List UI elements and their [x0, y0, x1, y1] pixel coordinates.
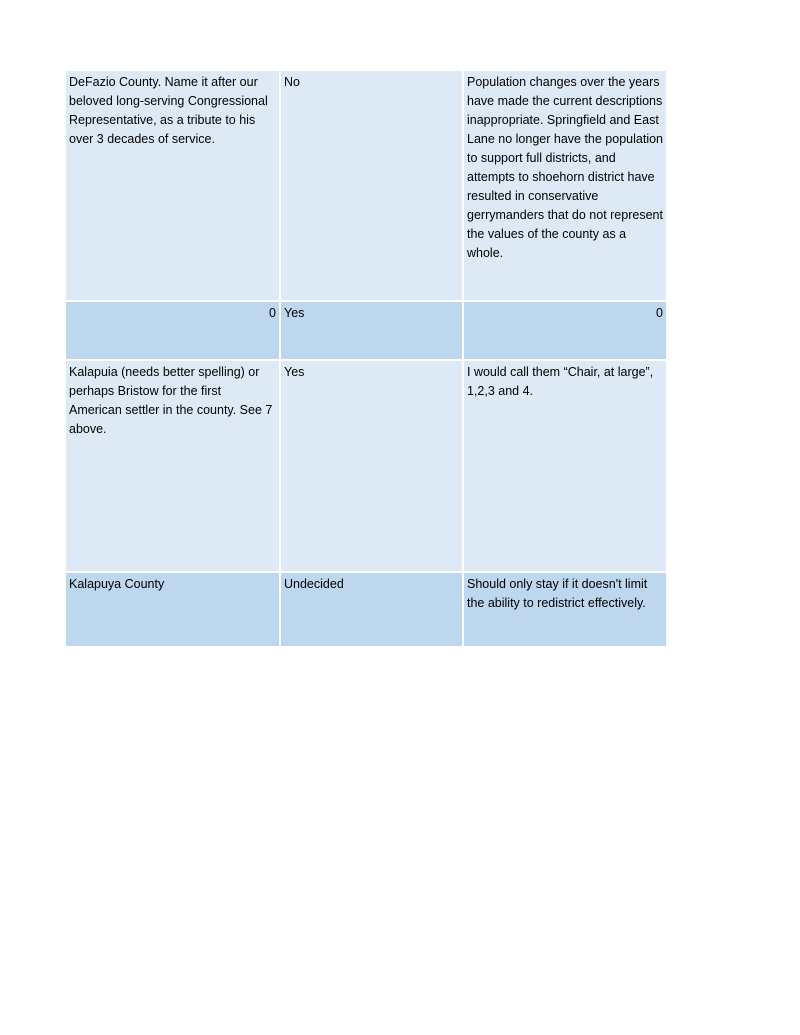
table-cell-name-suggestion: Kalapuia (needs better spelling) or perhaps Bristow for the first American settler in the county. See 7 above.	[66, 361, 281, 571]
table-cell-comment: Population changes over the years have made the current descriptions inappropriate. Springfield and East Lane no longer have the population to support full districts, and attempts to shoehorn district have resulted in conservative gerrymanders that do not represent the values of the county as a whole.	[464, 71, 666, 300]
table-cell-name-suggestion: DeFazio County. Name it after our beloved long-serving Congressional Representative, as a tribute to his over 3 decades of service.	[66, 71, 281, 300]
table-cell-name-suggestion: 0	[66, 302, 281, 359]
table-row	[66, 302, 666, 361]
table-cell-answer: Yes	[281, 302, 464, 359]
table-row	[66, 573, 666, 648]
table-cell-comment: I would call them “Chair, at large”, 1,2,3 and 4.	[464, 361, 666, 571]
table-cell-answer: Yes	[281, 361, 464, 571]
spreadsheet-table	[66, 71, 666, 648]
table-row	[66, 71, 666, 302]
table-row	[66, 361, 666, 573]
table-cell-comment: 0	[464, 302, 666, 359]
table-cell-comment: Should only stay if it doesn't limit the ability to redistrict effectively.	[464, 573, 666, 646]
table-cell-answer: Undecided	[281, 573, 464, 646]
table-cell-answer: No	[281, 71, 464, 300]
table-cell-name-suggestion: Kalapuya County	[66, 573, 281, 646]
